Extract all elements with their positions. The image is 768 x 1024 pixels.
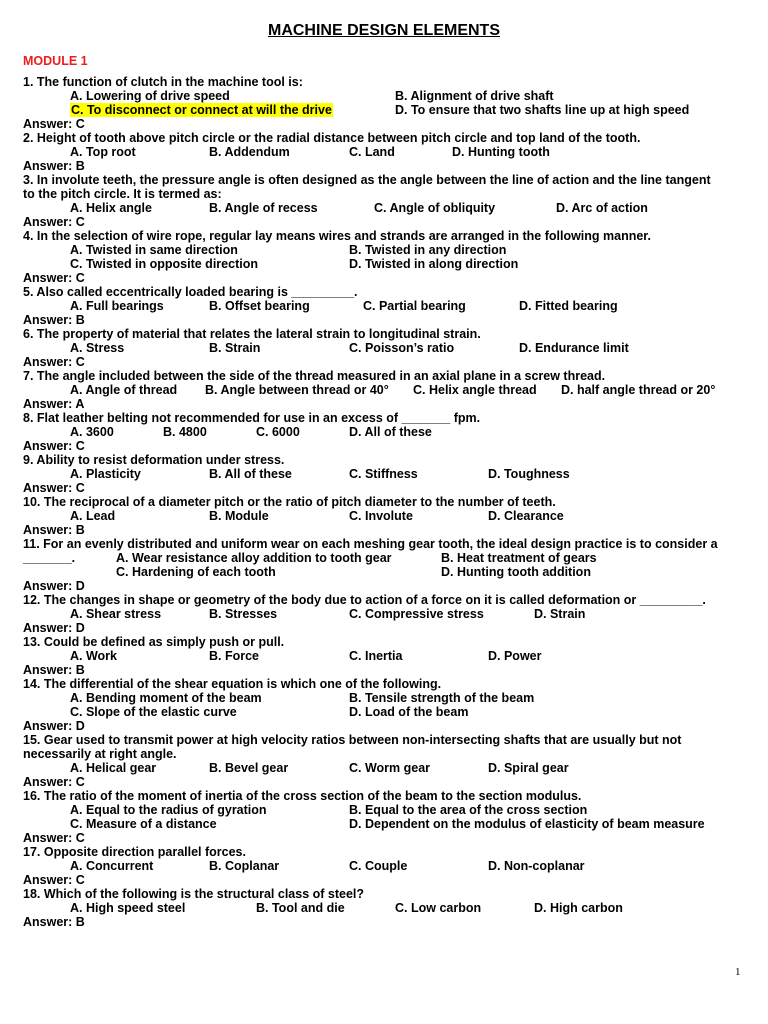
- answer-key: Answer: B: [23, 313, 85, 327]
- answer-option: B. Module: [209, 509, 269, 523]
- answer-option: B. Force: [209, 649, 260, 663]
- answer-option: D. Hunting tooth: [452, 145, 550, 159]
- answer-option: A. Top root: [70, 145, 136, 159]
- answer-key: Answer: D: [23, 579, 85, 593]
- answer-option: C. Involute: [349, 509, 413, 523]
- answer-option: B. Equal to the area of the cross section: [349, 803, 588, 817]
- answer-option: B. Angle of recess: [209, 201, 318, 215]
- question-text: 8. Flat leather belting not recommended for use in an excess of _______ fpm.: [23, 411, 481, 425]
- answer-option: D. High carbon: [534, 901, 623, 915]
- answer-option: C. 6000: [256, 425, 300, 439]
- answer-key: Answer: C: [23, 439, 85, 453]
- question-text: necessarily at right angle.: [23, 747, 177, 761]
- answer-option: D. Twisted in along direction: [349, 257, 519, 271]
- highlighted-text: C. To disconnect or connect at will the drive: [71, 103, 332, 117]
- answer-option: A. Helix angle: [70, 201, 152, 215]
- answer-option: A. Lowering of drive speed: [70, 89, 230, 103]
- answer-option: D. Endurance limit: [519, 341, 629, 355]
- answer-key: Answer: C: [23, 215, 85, 229]
- answer-key: Answer: B: [23, 159, 85, 173]
- answer-option: A. Full bearings: [70, 299, 164, 313]
- answer-option: C. Land: [349, 145, 395, 159]
- answer-option: C. Partial bearing: [363, 299, 466, 313]
- answer-option: D. Dependent on the modulus of elasticity of beam measure: [349, 817, 705, 831]
- answer-option: A. Wear resistance alloy addition to tooth gear: [116, 551, 392, 565]
- module-heading: MODULE 1: [23, 54, 88, 68]
- question-text: _______.: [23, 551, 76, 565]
- question-text: 14. The differential of the shear equation is which one of the following.: [23, 677, 442, 691]
- answer-option: D. All of these: [349, 425, 432, 439]
- answer-option: B. Alignment of drive shaft: [395, 89, 554, 103]
- answer-option: A. Equal to the radius of gyration: [70, 803, 267, 817]
- answer-option: D. Non-coplanar: [488, 859, 585, 873]
- answer-option: C. Helix angle thread: [413, 383, 537, 397]
- answer-option: A. High speed steel: [70, 901, 186, 915]
- answer-key: Answer: C: [23, 481, 85, 495]
- answer-option: C. Compressive stress: [349, 607, 484, 621]
- answer-option: D. Power: [488, 649, 542, 663]
- answer-option: A. Bending moment of the beam: [70, 691, 262, 705]
- question-text: 9. Ability to resist deformation under stress.: [23, 453, 285, 467]
- answer-key: Answer: C: [23, 271, 85, 285]
- answer-option: D. Arc of action: [556, 201, 648, 215]
- answer-option: A. Work: [70, 649, 117, 663]
- question-text: 5. Also called eccentrically loaded bearing is _________.: [23, 285, 358, 299]
- question-text: 4. In the selection of wire rope, regular lay means wires and strands are arranged in the following manner.: [23, 229, 651, 243]
- answer-option: A. 3600: [70, 425, 114, 439]
- answer-option: C. Couple: [349, 859, 408, 873]
- question-text: 6. The property of material that relates the lateral strain to longitudinal strain.: [23, 327, 481, 341]
- answer-option: C. Worm gear: [349, 761, 431, 775]
- answer-option: D. Strain: [534, 607, 586, 621]
- answer-option: B. Strain: [209, 341, 261, 355]
- answer-option: A. Plasticity: [70, 467, 141, 481]
- answer-key: Answer: D: [23, 719, 85, 733]
- answer-option: C. Twisted in opposite direction: [70, 257, 258, 271]
- question-text: 13. Could be defined as simply push or pull.: [23, 635, 285, 649]
- answer-option: [70, 103, 333, 117]
- question-text: 15. Gear used to transmit power at high velocity ratios between non-intersecting shafts that are usually but not: [23, 733, 682, 747]
- answer-option: C. Low carbon: [395, 901, 482, 915]
- answer-key: Answer: B: [23, 523, 85, 537]
- answer-option: B. 4800: [163, 425, 207, 439]
- answer-key: Answer: C: [23, 117, 85, 131]
- answer-option: D. half angle thread or 20°: [561, 383, 716, 397]
- answer-key: Answer: C: [23, 831, 85, 845]
- question-text: 2. Height of tooth above pitch circle or the radial distance between pitch circle and top land of the tooth.: [23, 131, 641, 145]
- answer-key: Answer: A: [23, 397, 85, 411]
- answer-option: B. Addendum: [209, 145, 290, 159]
- answer-option: D. Fitted bearing: [519, 299, 618, 313]
- question-text: 11. For an evenly distributed and uniform wear on each meshing gear tooth, the ideal design practice is to consider a: [23, 537, 718, 551]
- question-text: 1. The function of clutch in the machine tool is:: [23, 75, 303, 89]
- answer-option: A. Angle of thread: [70, 383, 178, 397]
- answer-option: B. Tool and die: [256, 901, 345, 915]
- answer-option: A. Helical gear: [70, 761, 157, 775]
- answer-key: Answer: B: [23, 915, 85, 929]
- answer-option: A. Shear stress: [70, 607, 162, 621]
- answer-option: B. Offset bearing: [209, 299, 310, 313]
- answer-option: A. Twisted in same direction: [70, 243, 238, 257]
- answer-option: B. Stresses: [209, 607, 278, 621]
- answer-option: C. Inertia: [349, 649, 403, 663]
- answer-key: Answer: B: [23, 663, 85, 677]
- answer-option: B. Coplanar: [209, 859, 280, 873]
- question-text: 3. In involute teeth, the pressure angle is often designed as the angle between the line of action and the line tangent: [23, 173, 711, 187]
- answer-option: B. Tensile strength of the beam: [349, 691, 535, 705]
- answer-option: A. Lead: [70, 509, 116, 523]
- question-text: to the pitch circle. It is termed as:: [23, 187, 222, 201]
- answer-option: C. Stiffness: [349, 467, 418, 481]
- answer-key: Answer: C: [23, 873, 85, 887]
- answer-option: D. Spiral gear: [488, 761, 569, 775]
- answer-option: B. Heat treatment of gears: [441, 551, 597, 565]
- answer-option: C. Slope of the elastic curve: [70, 705, 237, 719]
- answer-option: D. Hunting tooth addition: [441, 565, 591, 579]
- answer-option: D. Toughness: [488, 467, 570, 481]
- answer-option: C. Measure of a distance: [70, 817, 217, 831]
- answer-option: B. Angle between thread or 40°: [205, 383, 389, 397]
- answer-key: Answer: C: [23, 775, 85, 789]
- answer-key: Answer: C: [23, 355, 85, 369]
- page-title: MACHINE DESIGN ELEMENTS: [267, 22, 500, 39]
- question-text: 18. Which of the following is the structural class of steel?: [23, 887, 365, 901]
- answer-option: B. Bevel gear: [209, 761, 289, 775]
- question-text: 17. Opposite direction parallel forces.: [23, 845, 246, 859]
- question-text: 12. The changes in shape or geometry of the body due to action of a force on it is called deformation or _________.: [23, 593, 706, 607]
- answer-option: C. Hardening of each tooth: [116, 565, 276, 579]
- answer-key: Answer: D: [23, 621, 85, 635]
- answer-option: C. Poisson’s ratio: [349, 341, 455, 355]
- question-text: 10. The reciprocal of a diameter pitch or the ratio of pitch diameter to the number of teeth.: [23, 495, 556, 509]
- answer-option: D. To ensure that two shafts line up at high speed: [395, 103, 690, 117]
- answer-option: B. Twisted in any direction: [349, 243, 507, 257]
- question-text: 16. The ratio of the moment of inertia of the cross section of the beam to the section modulus.: [23, 789, 582, 803]
- page-number: 1: [735, 966, 741, 978]
- answer-option: D. Load of the beam: [349, 705, 469, 719]
- answer-option: A. Stress: [70, 341, 125, 355]
- answer-option: C. Angle of obliquity: [374, 201, 496, 215]
- answer-option: B. All of these: [209, 467, 292, 481]
- question-text: 7. The angle included between the side of the thread measured in an axial plane in a screw thread.: [23, 369, 606, 383]
- answer-option: D. Clearance: [488, 509, 564, 523]
- answer-option: A. Concurrent: [70, 859, 154, 873]
